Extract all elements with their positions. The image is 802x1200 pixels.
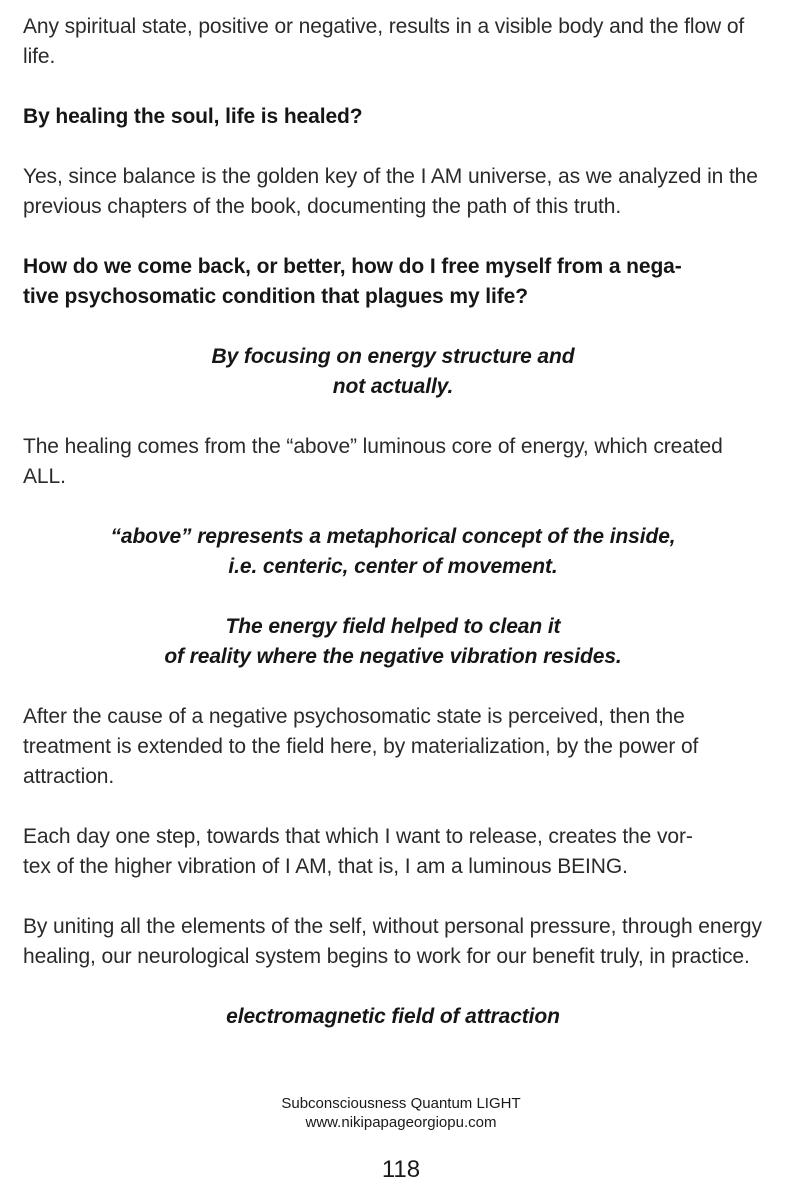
quote-line: The energy field helped to clean it xyxy=(225,615,561,638)
paragraph xyxy=(23,822,763,882)
page-content xyxy=(23,12,763,1032)
paragraph-line: tex of the higher vibration of I AM, that is, I am a luminous BEING. xyxy=(23,855,628,878)
quote-line: i.e. centeric, center of movement. xyxy=(228,555,558,578)
emphasized-quote: electromagnetic field of attraction xyxy=(226,1005,560,1028)
question-line: tive psychosomatic condition that plagues my life? xyxy=(23,285,528,308)
question-line: How do we come back, or better, how do I free myself from a nega- xyxy=(23,255,682,278)
question-heading: By healing the soul, life is healed? xyxy=(23,105,363,128)
quote-line: By focusing on energy structure and xyxy=(211,345,575,368)
footer-book-title: Subconsciousness Quantum LIGHT xyxy=(281,1095,521,1112)
page-number: 118 xyxy=(381,1156,421,1183)
paragraph: The healing comes from the “above” luminous core of energy, which created ALL. xyxy=(23,435,723,488)
quote-line: of reality where the negative vibration resides. xyxy=(164,645,622,668)
paragraph: By uniting all the elements of the self, without personal pressure, through energy healing, our neurological system begins to work for our benefit truly, in practice. xyxy=(23,915,762,968)
paragraph: Any spiritual state, positive or negative, results in a visible body and the flow of life. xyxy=(23,15,745,68)
paragraph-line: Each day one step, towards that which I want to release, creates the vor- xyxy=(23,825,693,848)
emphasized-quote xyxy=(23,342,763,402)
question-heading xyxy=(23,252,763,312)
emphasized-quote xyxy=(23,612,763,672)
footer-website: www.nikipapageorgiopu.com xyxy=(305,1114,497,1131)
paragraph: After the cause of a negative psychosomatic state is perceived, then the treatment is extended to the field here, by materialization, by the power of attraction. xyxy=(23,705,699,788)
quote-line: not actually. xyxy=(332,375,454,398)
paragraph: Yes, since balance is the golden key of the I AM universe, as we analyzed in the previous chapters of the book, documenting the path of this truth. xyxy=(23,165,758,218)
quote-line: “above” represents a metaphorical concept of the inside, xyxy=(110,525,676,548)
emphasized-quote xyxy=(23,522,763,582)
